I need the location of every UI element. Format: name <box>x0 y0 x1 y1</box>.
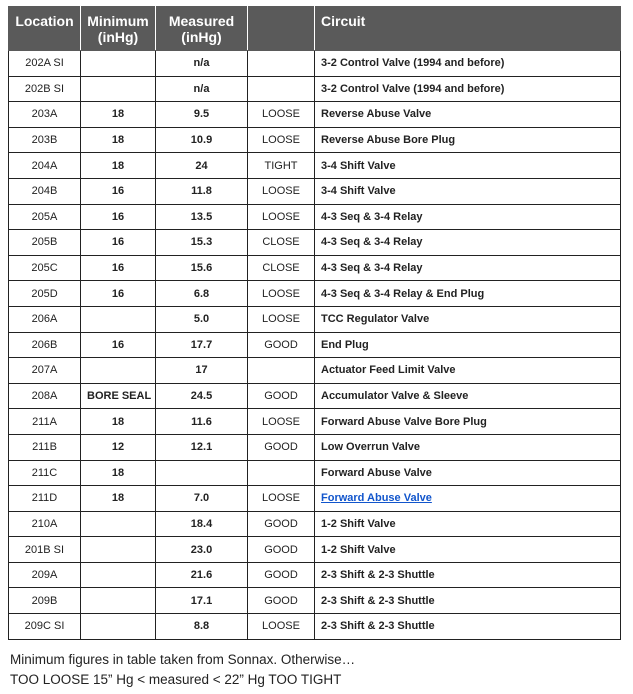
table-row <box>9 255 621 281</box>
cell-fit: LOOSE <box>248 281 315 307</box>
cell-measured: 24 <box>156 153 248 179</box>
cell-fit: LOOSE <box>248 102 315 128</box>
cell-minimum: 18 <box>81 460 156 486</box>
cell-measured: 11.8 <box>156 178 248 204</box>
cell-minimum: 18 <box>81 486 156 512</box>
cell-location: 204A <box>9 153 81 179</box>
cell-location: 205C <box>9 255 81 281</box>
cell-measured: 17 <box>156 358 248 384</box>
cell-measured: 9.5 <box>156 102 248 128</box>
cell-minimum <box>81 51 156 77</box>
cell-location: 211B <box>9 434 81 460</box>
cell-fit: GOOD <box>248 511 315 537</box>
cell-circuit: 4-3 Seq & 3-4 Relay <box>315 230 621 256</box>
cell-circuit: 2-3 Shift & 2-3 Shuttle <box>315 588 621 614</box>
cell-location: 206B <box>9 332 81 358</box>
cell-circuit: 3-4 Shift Valve <box>315 153 621 179</box>
cell-fit: GOOD <box>248 588 315 614</box>
cell-circuit: TCC Regulator Valve <box>315 306 621 332</box>
cell-measured: 15.3 <box>156 230 248 256</box>
cell-fit: GOOD <box>248 537 315 563</box>
cell-location: 209C SI <box>9 614 81 640</box>
table-row <box>9 102 621 128</box>
cell-location: 201B SI <box>9 537 81 563</box>
cell-location: 211C <box>9 460 81 486</box>
cell-minimum: 18 <box>81 102 156 128</box>
table-row <box>9 588 621 614</box>
cell-location: 205D <box>9 281 81 307</box>
table-body <box>9 51 621 640</box>
cell-minimum <box>81 588 156 614</box>
cell-measured: 17.1 <box>156 588 248 614</box>
cell-measured: 21.6 <box>156 562 248 588</box>
valve-vacuum-test-table <box>8 6 621 640</box>
table-row <box>9 281 621 307</box>
cell-measured: 8.8 <box>156 614 248 640</box>
header-measured: Measured (inHg) <box>156 7 248 51</box>
table-header-row <box>9 7 621 51</box>
cell-circuit: 4-3 Seq & 3-4 Relay & End Plug <box>315 281 621 307</box>
cell-minimum: 16 <box>81 255 156 281</box>
cell-minimum: 18 <box>81 409 156 435</box>
cell-circuit: Low Overrun Valve <box>315 434 621 460</box>
cell-measured: 11.6 <box>156 409 248 435</box>
cell-circuit: 4-3 Seq & 3-4 Relay <box>315 204 621 230</box>
cell-circuit: 2-3 Shift & 2-3 Shuttle <box>315 562 621 588</box>
cell-measured: 13.5 <box>156 204 248 230</box>
cell-minimum <box>81 76 156 102</box>
table-row <box>9 178 621 204</box>
cell-location: 204B <box>9 178 81 204</box>
cell-measured: 10.9 <box>156 127 248 153</box>
cell-location: 206A <box>9 306 81 332</box>
cell-circuit: Actuator Feed Limit Valve <box>315 358 621 384</box>
cell-location: 205A <box>9 204 81 230</box>
cell-fit: CLOSE <box>248 230 315 256</box>
cell-fit: GOOD <box>248 434 315 460</box>
cell-minimum <box>81 511 156 537</box>
cell-location: 209B <box>9 588 81 614</box>
cell-location: 211A <box>9 409 81 435</box>
cell-location: 205B <box>9 230 81 256</box>
table-row <box>9 511 621 537</box>
cell-minimum <box>81 358 156 384</box>
cell-measured: 18.4 <box>156 511 248 537</box>
cell-circuit: Accumulator Valve & Sleeve <box>315 383 621 409</box>
cell-measured: 15.6 <box>156 255 248 281</box>
cell-location: 203B <box>9 127 81 153</box>
table-row <box>9 306 621 332</box>
table-row <box>9 460 621 486</box>
cell-fit: CLOSE <box>248 255 315 281</box>
cell-fit: LOOSE <box>248 204 315 230</box>
cell-circuit <box>315 486 621 512</box>
cell-minimum: BORE SEAL <box>81 383 156 409</box>
circuit-link[interactable]: Forward Abuse Valve <box>321 492 432 505</box>
cell-circuit: Reverse Abuse Bore Plug <box>315 127 621 153</box>
footnote-source: Minimum figures in table taken from Sonnax. Otherwise… <box>10 652 356 667</box>
cell-fit: GOOD <box>248 562 315 588</box>
cell-location: 207A <box>9 358 81 384</box>
table-row <box>9 537 621 563</box>
cell-location: 208A <box>9 383 81 409</box>
cell-circuit: Forward Abuse Valve Bore Plug <box>315 409 621 435</box>
cell-fit <box>248 51 315 77</box>
cell-fit: LOOSE <box>248 127 315 153</box>
cell-fit: LOOSE <box>248 306 315 332</box>
cell-measured: 24.5 <box>156 383 248 409</box>
cell-measured: 23.0 <box>156 537 248 563</box>
table-row <box>9 204 621 230</box>
cell-circuit: 1-2 Shift Valve <box>315 511 621 537</box>
cell-measured: 7.0 <box>156 486 248 512</box>
cell-circuit: 3-2 Control Valve (1994 and before) <box>315 76 621 102</box>
cell-measured: n/a <box>156 51 248 77</box>
cell-circuit: Reverse Abuse Valve <box>315 102 621 128</box>
table-row <box>9 486 621 512</box>
cell-location: 203A <box>9 102 81 128</box>
cell-circuit: 3-2 Control Valve (1994 and before) <box>315 51 621 77</box>
cell-minimum <box>81 537 156 563</box>
cell-minimum: 16 <box>81 332 156 358</box>
header-minimum: Minimum (inHg) <box>81 7 156 51</box>
cell-minimum <box>81 614 156 640</box>
cell-minimum: 16 <box>81 230 156 256</box>
cell-fit: GOOD <box>248 332 315 358</box>
cell-location: 202B SI <box>9 76 81 102</box>
table-row <box>9 127 621 153</box>
cell-fit <box>248 76 315 102</box>
cell-fit <box>248 358 315 384</box>
cell-measured: 12.1 <box>156 434 248 460</box>
cell-fit: LOOSE <box>248 178 315 204</box>
header-location: Location <box>9 7 81 51</box>
cell-fit: LOOSE <box>248 486 315 512</box>
table-row <box>9 153 621 179</box>
cell-minimum <box>81 306 156 332</box>
cell-circuit: 2-3 Shift & 2-3 Shuttle <box>315 614 621 640</box>
cell-location: 210A <box>9 511 81 537</box>
cell-circuit: 3-4 Shift Valve <box>315 178 621 204</box>
table-row <box>9 332 621 358</box>
cell-fit <box>248 460 315 486</box>
table-row <box>9 230 621 256</box>
cell-measured: 6.8 <box>156 281 248 307</box>
table-row <box>9 562 621 588</box>
cell-location: 209A <box>9 562 81 588</box>
table-row <box>9 614 621 640</box>
cell-circuit: 4-3 Seq & 3-4 Relay <box>315 255 621 281</box>
table-row <box>9 51 621 77</box>
table-row <box>9 434 621 460</box>
table-row <box>9 358 621 384</box>
header-circuit: Circuit <box>315 7 621 51</box>
cell-fit: TIGHT <box>248 153 315 179</box>
cell-location: 211D <box>9 486 81 512</box>
cell-measured <box>156 460 248 486</box>
table-row <box>9 383 621 409</box>
cell-measured: 5.0 <box>156 306 248 332</box>
cell-circuit: Forward Abuse Valve <box>315 460 621 486</box>
cell-minimum: 18 <box>81 153 156 179</box>
cell-location: 202A SI <box>9 51 81 77</box>
cell-fit: GOOD <box>248 383 315 409</box>
footnote-range: TOO LOOSE 15” Hg < measured < 22” Hg TOO TIGHT <box>10 672 342 687</box>
cell-minimum <box>81 562 156 588</box>
table-row <box>9 409 621 435</box>
cell-minimum: 12 <box>81 434 156 460</box>
cell-measured: n/a <box>156 76 248 102</box>
cell-minimum: 16 <box>81 281 156 307</box>
cell-circuit: 1-2 Shift Valve <box>315 537 621 563</box>
cell-circuit: End Plug <box>315 332 621 358</box>
cell-measured: 17.7 <box>156 332 248 358</box>
header-fit <box>248 7 315 51</box>
cell-minimum: 16 <box>81 178 156 204</box>
table-row <box>9 76 621 102</box>
cell-fit: LOOSE <box>248 409 315 435</box>
cell-fit: LOOSE <box>248 614 315 640</box>
cell-minimum: 18 <box>81 127 156 153</box>
cell-minimum: 16 <box>81 204 156 230</box>
